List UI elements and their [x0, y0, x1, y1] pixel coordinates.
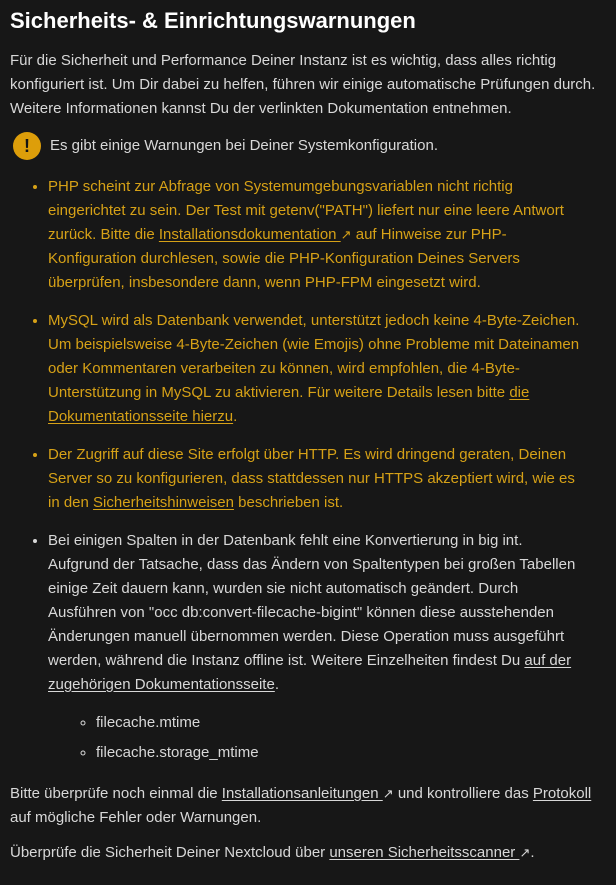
security-scanner-link[interactable] [329, 844, 530, 861]
link-label: unseren Sicherheitsscanner [329, 844, 520, 861]
installation-docs-link[interactable] [159, 226, 352, 243]
link-label: Installationsanleitungen [221, 785, 383, 802]
warning-text: Bei einigen Spalten in der Datenbank fehlt eine Konvertierung in big int. Aufgrund der Tatsache, dass das Ändern von Spaltentypen bei großen Tabellen einige Zeit dauern kann, wurden sie nicht automatisch geändert. Durch Ausführen von "occ db:convert-filecache-bigint" können diese ausstehenden Änderungen manuell übernommen werden. Diese Operation muss ausgeführt werden, während die Instanz offline ist. Weitere Einzelheiten findest Du [48, 532, 576, 669]
warning-item-http-access [48, 443, 580, 515]
warning-item-php-getenv [48, 175, 580, 295]
list-item: ◦ filecache.mtime [96, 711, 580, 735]
link-label: Sicherheitshinweisen [93, 494, 234, 511]
link-label: Protokoll [532, 785, 592, 802]
warnings-list [10, 175, 600, 765]
link-label: die Dokumentationsseite hierzu [48, 384, 530, 425]
log-link[interactable] [533, 785, 591, 802]
section-title: Sicherheits- & Einrichtungswarnungen [10, 8, 416, 33]
system-config-warning-banner [10, 132, 600, 160]
link-label: auf der zugehörigen Dokumentationsseite [48, 652, 572, 693]
warning-text: beschrieben ist. [233, 494, 344, 511]
warning-item-bigint-conversion [48, 529, 580, 765]
external-link-icon: ↗ [382, 786, 394, 801]
security-scan-hint [10, 841, 600, 865]
hint-text: Bitte überprüfe noch einmal die [10, 785, 222, 802]
hint-text: Überprüfe die Sicherheit Deiner Nextcloud über [10, 844, 330, 861]
warning-icon-glyph: ! [24, 136, 30, 156]
section-description: Für die Sicherheit und Performance Deiner Instanz ist es wichtig, dass alles richtig konfiguriert ist. Um Dir dabei zu helfen, führen wir einige automatische Prüfungen durch. Weitere Informationen kannst Du der verlinkten Dokumentation entnehmen. [10, 52, 596, 117]
link-label: Installationsdokumentation [158, 226, 341, 243]
warning-text: . [233, 408, 238, 425]
warning-text: Der Zugriff auf diese Site erfolgt über HTTP. Es wird dringend geraten, Deinen Server so zu konfigurieren, dass stattdessen nur HTTPS akzeptiert wird, wie es in den [48, 446, 575, 511]
review-hint [10, 782, 600, 830]
warning-text: MySQL wird als Datenbank verwendet, unterstützt jedoch keine 4-Byte-Zeichen. Um beispielsweise 4-Byte-Zeichen (wie Emojis) ohne Probleme mit Dateinamen oder Kommentaren verarbeiten zu können, wird empfohlen, die 4-Byte-Unterstützung in MySQL zu aktivieren. Für weitere Details lesen bitte [48, 312, 580, 401]
security-tips-link[interactable] [93, 494, 234, 511]
external-link-icon: ↗ [519, 845, 531, 860]
installation-guides-link[interactable] [222, 785, 394, 802]
warning-item-mysql-4byte [48, 309, 580, 429]
warning-text: auf Hinweise zur PHP-Konfiguration durchlesen, sowie die PHP-Konfiguration Deines Servers überprüfen, insbesondere dann, wenn PHP-FPM eingesetzt wird. [48, 226, 520, 291]
list-item: ◦ filecache.storage_mtime [96, 741, 580, 765]
hint-text: und kontrolliere das [393, 785, 533, 802]
external-link-icon: ↗ [340, 227, 352, 242]
bigint-columns-list [48, 711, 580, 765]
hint-text: auf mögliche Fehler oder Warnungen. [10, 809, 262, 826]
warning-text: PHP scheint zur Abfrage von Systemumgebungsvariablen nicht richtig eingerichtet zu sein. Der Test mit getenv("PATH") liefert nur eine leere Antwort zurück. Bitte die [48, 178, 564, 243]
hint-text: . [530, 844, 535, 861]
warning-banner-message: Es gibt einige Warnungen bei Deiner Systemkonfiguration. [50, 137, 438, 154]
warning-icon [13, 132, 41, 160]
warning-text: . [274, 676, 279, 693]
